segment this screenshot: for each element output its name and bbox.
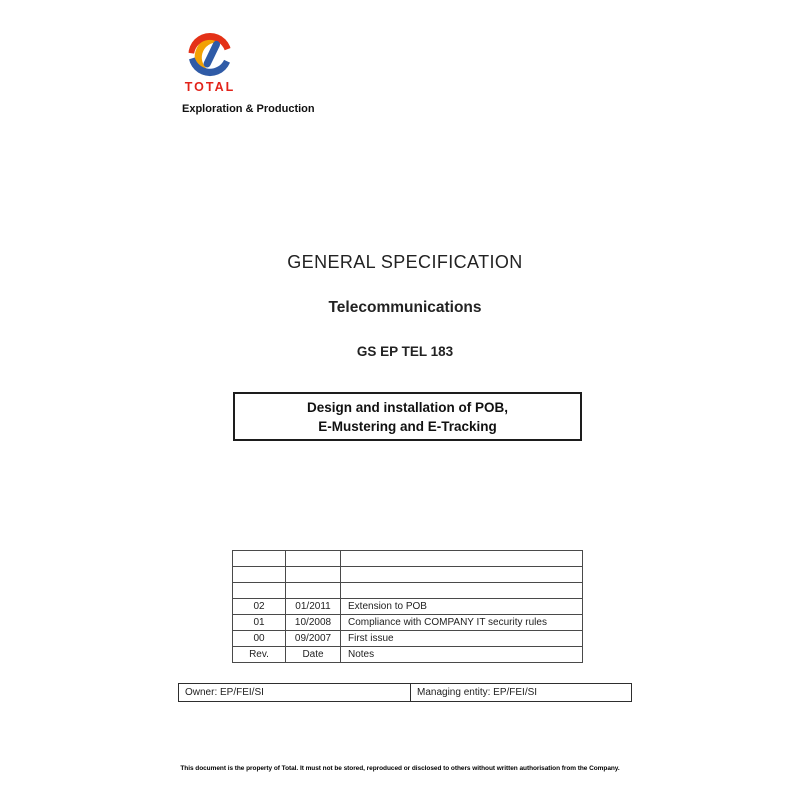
rev-cell: 00 bbox=[233, 631, 286, 647]
total-wordmark: TOTAL bbox=[184, 80, 236, 94]
date-cell: Date bbox=[286, 647, 341, 663]
notes-cell: Notes bbox=[341, 647, 583, 663]
notes-cell bbox=[341, 567, 583, 583]
ownership-row bbox=[179, 684, 632, 702]
revision-row bbox=[233, 567, 583, 583]
doc-number: GS EP TEL 183 bbox=[356, 344, 454, 359]
revision-row bbox=[233, 631, 583, 647]
date-cell: 09/2007 bbox=[286, 631, 341, 647]
revision-row bbox=[233, 647, 583, 663]
managing-entity-cell: Managing entity: EP/FEI/SI bbox=[411, 684, 632, 702]
rev-cell bbox=[233, 567, 286, 583]
total-globe-logo bbox=[187, 31, 233, 78]
date-cell: 10/2008 bbox=[286, 615, 341, 631]
globe-blue-core bbox=[207, 44, 216, 63]
subject-box bbox=[233, 392, 582, 441]
subject-line1: Design and installation of POB, bbox=[306, 400, 509, 415]
date-cell: 01/2011 bbox=[286, 599, 341, 615]
subject-line2: E-Mustering and E-Tracking bbox=[318, 419, 497, 434]
rev-cell: 02 bbox=[233, 599, 286, 615]
notes-cell: Extension to POB bbox=[341, 599, 583, 615]
rev-cell: 01 bbox=[233, 615, 286, 631]
notes-cell: Compliance with COMPANY IT security rules bbox=[341, 615, 583, 631]
rev-cell bbox=[233, 551, 286, 567]
notes-cell bbox=[341, 583, 583, 599]
ownership-table bbox=[178, 683, 632, 702]
revision-row bbox=[233, 599, 583, 615]
division-label: Exploration & Production bbox=[182, 103, 315, 115]
date-cell bbox=[286, 567, 341, 583]
revision-table bbox=[232, 550, 583, 663]
notes-cell bbox=[341, 551, 583, 567]
date-cell bbox=[286, 551, 341, 567]
doc-type-title: GENERAL SPECIFICATION bbox=[287, 252, 523, 272]
revision-row bbox=[233, 583, 583, 599]
notes-cell: First issue bbox=[341, 631, 583, 647]
date-cell bbox=[286, 583, 341, 599]
revision-row bbox=[233, 615, 583, 631]
discipline-title: Telecommunications bbox=[328, 299, 482, 316]
revision-table-body bbox=[233, 551, 583, 663]
owner-cell: Owner: EP/FEI/SI bbox=[179, 684, 411, 702]
rev-cell bbox=[233, 583, 286, 599]
revision-row bbox=[233, 551, 583, 567]
footer-notice: This document is the property of Total. It must not be stored, reproduced or disclosed to others without written authorisation from the Company. bbox=[180, 765, 620, 772]
rev-cell: Rev. bbox=[233, 647, 286, 663]
